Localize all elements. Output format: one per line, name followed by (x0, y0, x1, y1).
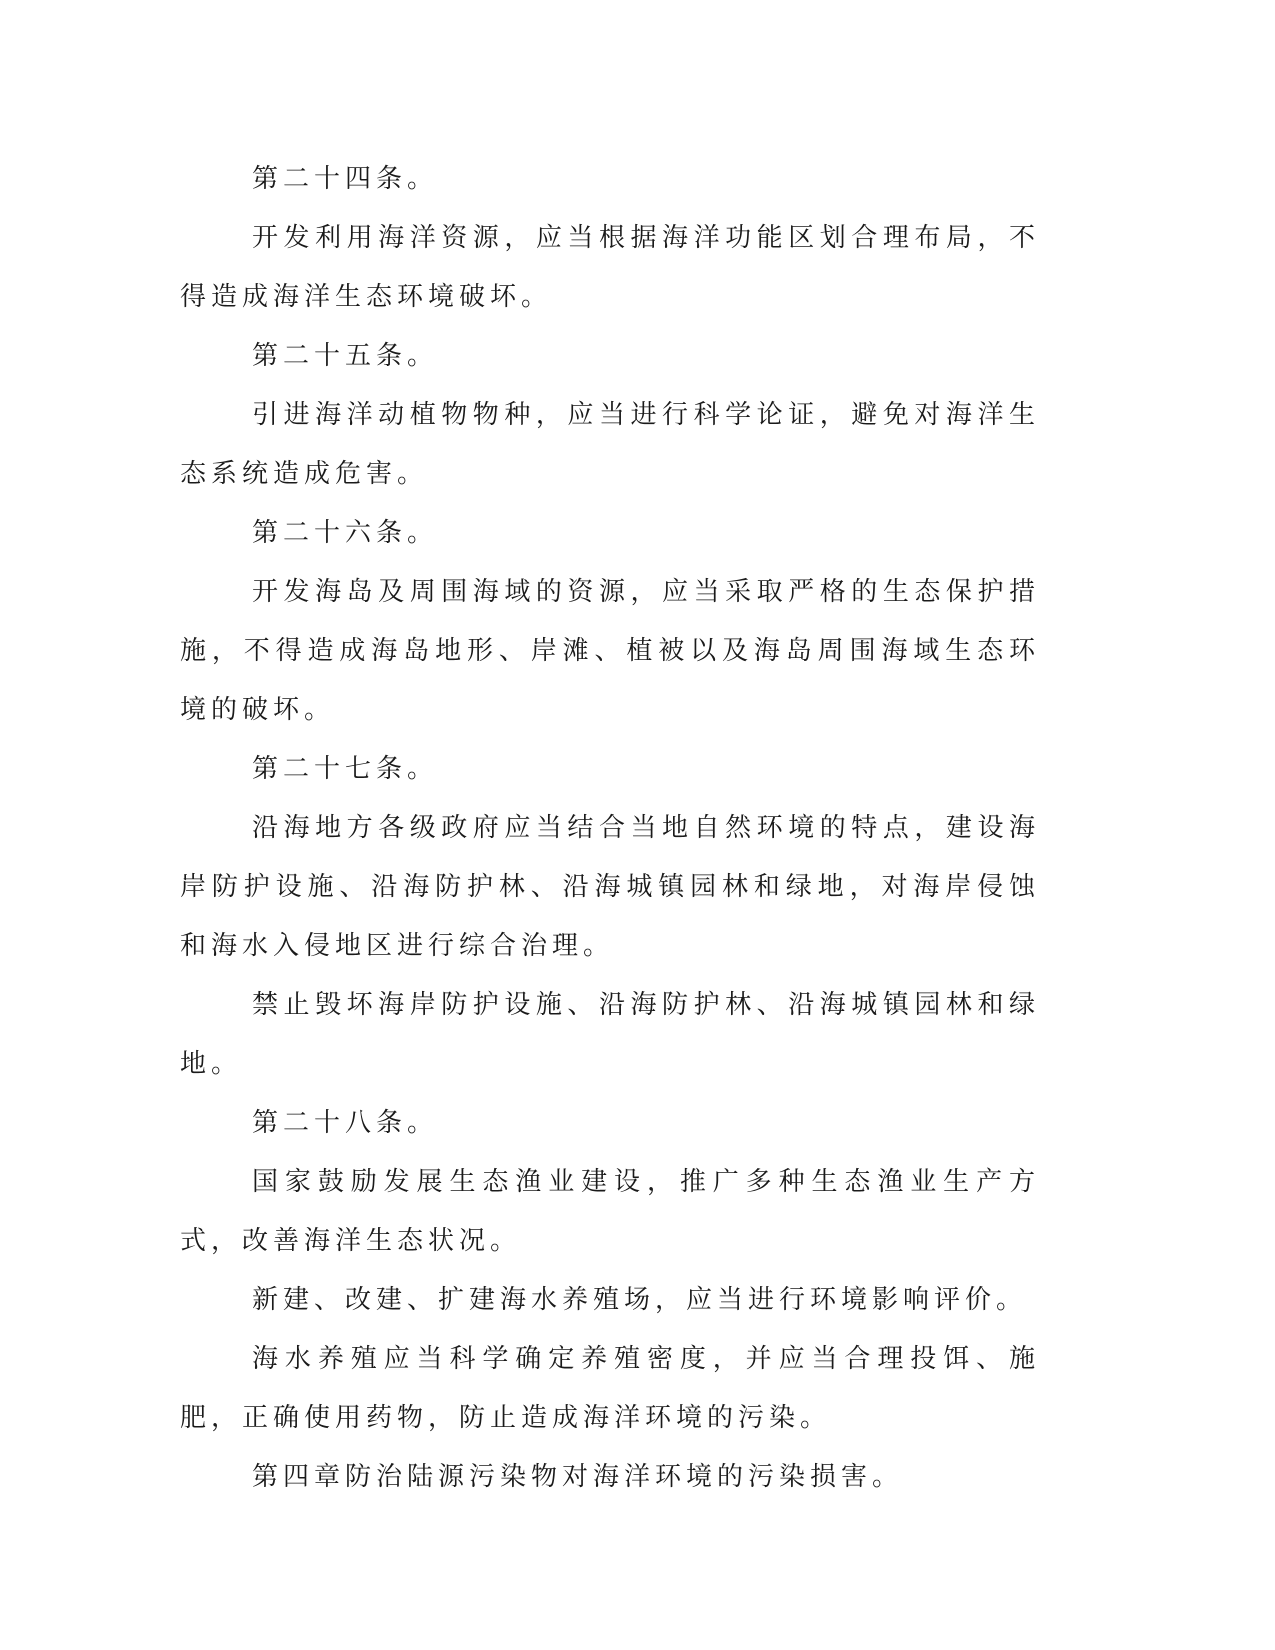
article-heading-26: 第二十六条。 (252, 518, 439, 548)
chapter-4-heading: 第四章防治陆源污染物对海洋环境的污染损害。 (252, 1462, 904, 1492)
article-28-text-3: 海水养殖应当科学确定养殖密度，并应当合理投饵、施肥，正确使用药物，防止造成海洋环境的污染。 (180, 1344, 1040, 1433)
article-28-text-2: 新建、改建、扩建海水养殖场，应当进行环境影响评价。 (252, 1285, 1028, 1315)
article-27-text-2: 禁止毁坏海岸防护设施、沿海防护林、沿海城镇园林和绿地。 (180, 990, 1040, 1079)
article-heading-24: 第二十四条。 (252, 164, 439, 194)
article-28-text-1: 国家鼓励发展生态渔业建设，推广多种生态渔业生产方式，改善海洋生态状况。 (180, 1167, 1040, 1256)
article-26-text: 开发海岛及周围海域的资源，应当采取严格的生态保护措施，不得造成海岛地形、岸滩、植被以及海岛周围海域生态环境的破坏。 (180, 577, 1040, 725)
article-24-text: 开发利用海洋资源，应当根据海洋功能区划合理布局，不得造成海洋生态环境破坏。 (180, 223, 1040, 312)
article-27-text-1: 沿海地方各级政府应当结合当地自然环境的特点，建设海岸防护设施、沿海防护林、沿海城镇园林和绿地，对海岸侵蚀和海水入侵地区进行综合治理。 (180, 813, 1040, 961)
document-page (180, 150, 1040, 1507)
article-heading-25: 第二十五条。 (252, 341, 439, 371)
article-heading-28: 第二十八条。 (252, 1108, 439, 1138)
article-heading-27: 第二十七条。 (252, 754, 439, 784)
article-25-text: 引进海洋动植物物种，应当进行科学论证，避免对海洋生态系统造成危害。 (180, 400, 1040, 489)
